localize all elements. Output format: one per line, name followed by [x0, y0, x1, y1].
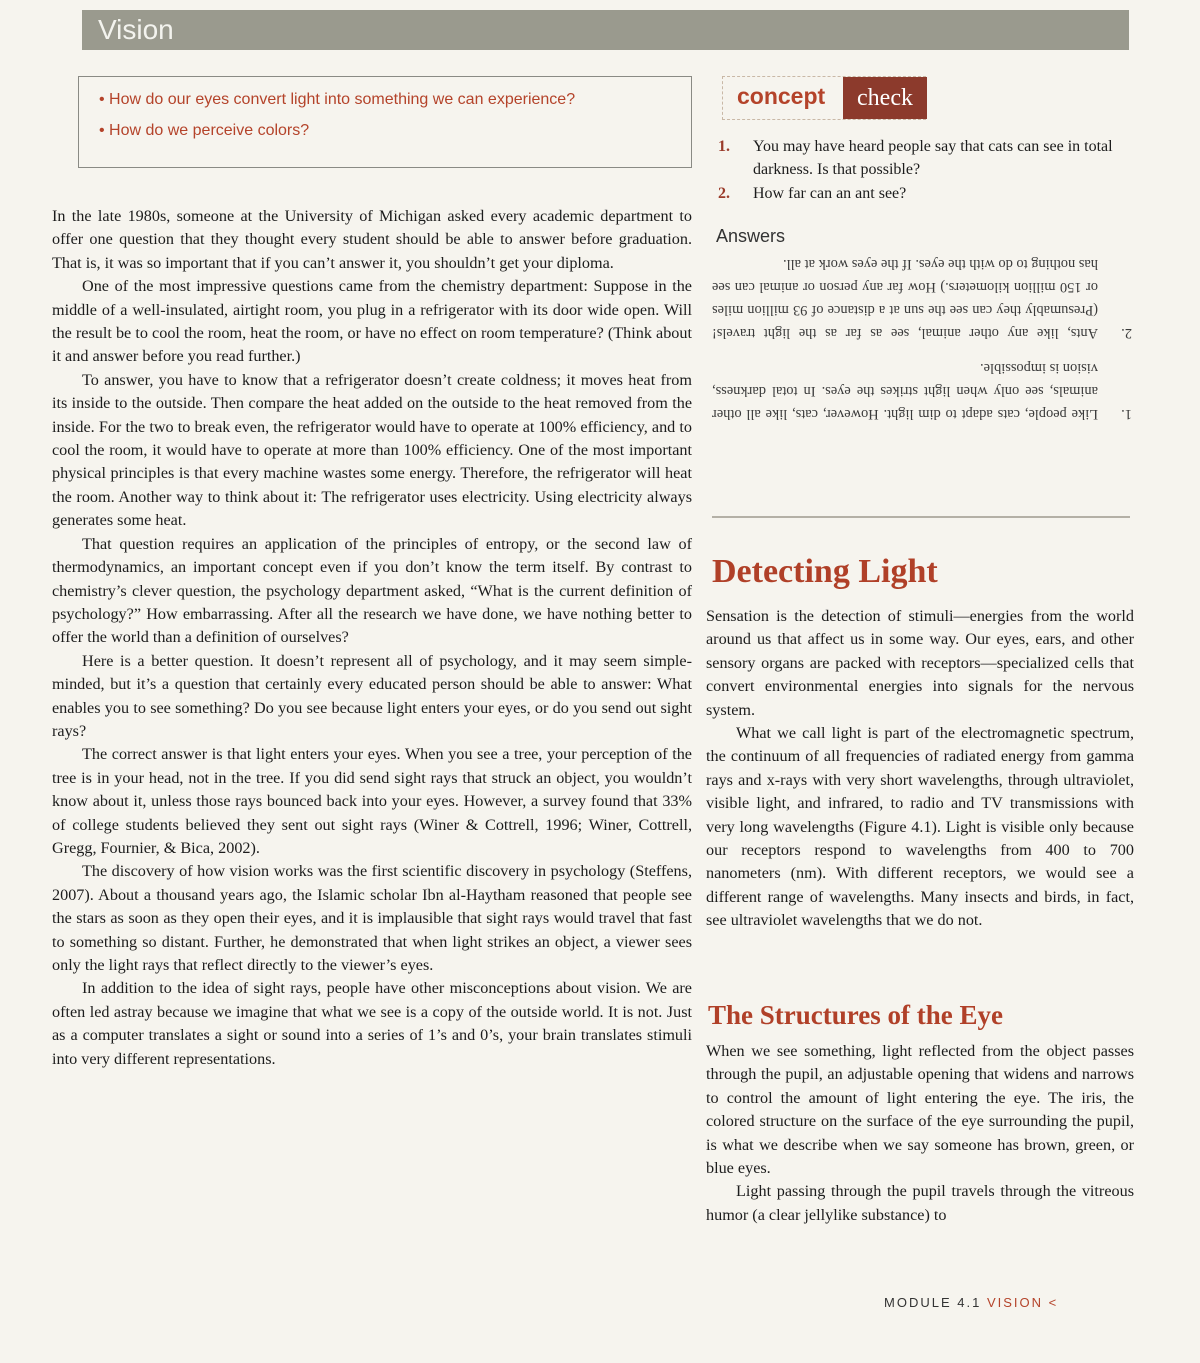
footer-title: VISION	[986, 1295, 1044, 1310]
concept-label: concept	[737, 83, 826, 109]
header-bar	[82, 10, 1129, 50]
body-paragraph: The correct answer is that light enters your eyes. When you see a tree, your perception of the tree is in your head, not in the tree. If you did send sight rays that struck an object, you wouldn’t know about it, unless those rays bounced back into your eyes. However, a survey found that 33% of college students believed they sent out sight rays (Winer & Cottrell, 1996; Winer, Cottrell, Gregg, Fournier, & Bica, 2002).	[52, 745, 692, 857]
page-header-title: Vision	[98, 14, 174, 45]
question-text: How far can an ant see?	[753, 185, 907, 202]
concept-check-question	[718, 182, 1132, 205]
eye-structures-text	[706, 1040, 1134, 1227]
body-paragraph: The discovery of how vision works was the first scientific discovery in psychology (Steffens, 2007). About a thousand years ago, the Islamic scholar Ibn al-Haytham reasoned that people see the stars as soon as they open their eyes, and it is implausible that sight rays would travel that fast to something so distant. Further, he demonstrated that when light strikes an object, a viewer sees only the light rays that reflect directly to the viewer’s eyes.	[52, 862, 692, 974]
section-heading-eye-structures: The Structures of the Eye	[708, 1000, 1003, 1030]
body-paragraph: When we see something, light reflected from the object passes through the pupil, an adjustable opening that widens and narrows to control the amount of light entering the eye. The iris, the colored structure on the surface of the eye surrounding the pupil, is what we describe when we say someone has brown, green, or blue eyes.	[706, 1042, 1134, 1178]
section-heading-detecting-light: Detecting Light	[712, 553, 938, 590]
answer-text: Ants, like any other animal, see as far as the light travels! (Presumably they can see the sun at a distance of 93 million miles or 150 million kilometers.) How far any person or animal can see has nothing to do with the eyes. If the eyes work at all.	[712, 256, 1098, 341]
body-paragraph: Light passing through the pupil travels through the vitreous humor (a clear jellylike substance) to	[706, 1182, 1134, 1224]
body-paragraph: In addition to the idea of sight rays, people have other misconceptions about vision. We are often led astray because we imagine that what we see is a copy of the outside world. It is not. Just as a computer translates a sight or sound into a series of 1’s and 0’s, your brain translates stimuli into very different representations.	[52, 979, 692, 1068]
answer-text: Like people, cats adapt to dim light. However, cats, like all other animals, see only when light strikes the eyes. In total darkness, vision is impossible.	[712, 360, 1098, 422]
question-item: • How do we perceive colors?	[99, 122, 310, 139]
question-text: You may have heard people say that cats can see in total darkness. Is that possible?	[753, 138, 1113, 178]
body-paragraph: That question requires an application of the principles of entropy, or the second law of thermodynamics, an important concept even if you don’t know the term itself. By contrast to chemistry’s clever question, the psychology department asked, “What is the current definition of psychology?” How embarrassing. After all the research we have done, we have nothing better to offer the world than a definition of ourselves?	[52, 534, 692, 647]
page-footer	[884, 1295, 1058, 1310]
body-paragraph: Here is a better question. It doesn’t represent all of psychology, and it may seem simple-minded, but it’s a question that certainly every educated person should be able to answer: What enables you to see something? Do you see because light enters your eyes, or do you send out sight rays?	[52, 651, 692, 740]
footer-module: MODULE 4.1	[884, 1295, 982, 1310]
detecting-light-text	[706, 605, 1134, 933]
answers-divider	[712, 516, 1130, 518]
concept-check-question	[718, 135, 1132, 181]
question-item: • How do our eyes convert light into something we can experience?	[99, 91, 576, 108]
concept-check-badge	[722, 76, 926, 120]
answer-number: 2.	[1121, 325, 1132, 341]
question-number: 1.	[718, 138, 730, 155]
main-text-column	[52, 205, 692, 1071]
body-paragraph: To answer, you have to know that a refrigerator doesn’t create coldness; it moves heat from its inside to the outside. Then compare the heat added on the outside to the heat removed from the inside. For the two to break even, the refrigerator would have to operate at 100% efficiency, and to cool the room, it would have to operate at more than 100% efficiency. One of the most important physical principles is that every machine wastes some energy. Therefore, the refrigerator will heat the room. Another way to think about it: The refrigerator uses electricity. Using electricity always generates some heat.	[52, 370, 692, 530]
body-paragraph: What we call light is part of the electromagnetic spectrum, the continuum of all frequencies of radiated energy from gamma rays and x-rays with very short wavelengths, through ultraviolet, visible light, and infrared, to radio and TV transmissions with very long wavelengths (Figure 4.1). Light is visible only because our receptors respond to wavelengths from 400 to 700 nanometers (nm). With different receptors, we would see a different range of wavelengths. Many insects and birds, in fact, see ultraviolet wavelengths that we do not.	[706, 724, 1134, 930]
answer-item	[712, 252, 1132, 344]
answers-heading: Answers	[716, 226, 786, 246]
body-paragraph: In the late 1980s, someone at the University of Michigan asked every academic department to offer one question that they thought every student should be able to answer before graduation. That is, it was so important that if you can’t answer it, you shouldn’t get your diploma.	[52, 207, 692, 272]
footer-arrow-icon: <	[1048, 1295, 1059, 1310]
answer-item	[712, 356, 1132, 425]
body-paragraph: Sensation is the detection of stimuli—energies from the world around us that affect us in some way. Our eyes, ears, and other sensory organs are packed with receptors—specialized cells that convert environmental energies into signals for the nervous system.	[706, 607, 1134, 719]
answers-upside-down	[712, 252, 1132, 512]
check-label: check	[843, 77, 927, 119]
answer-number: 1.	[1121, 406, 1132, 422]
learning-questions-box	[78, 76, 692, 168]
question-number: 2.	[718, 185, 730, 202]
body-paragraph: One of the most impressive questions came from the chemistry department: Suppose in the middle of a well-insulated, airtight room, you plug in a refrigerator with its door wide open. Will the result be to cool the room, heat the room, or have no effect on room temperature? (Think about it and answer before you read further.)	[52, 277, 692, 366]
